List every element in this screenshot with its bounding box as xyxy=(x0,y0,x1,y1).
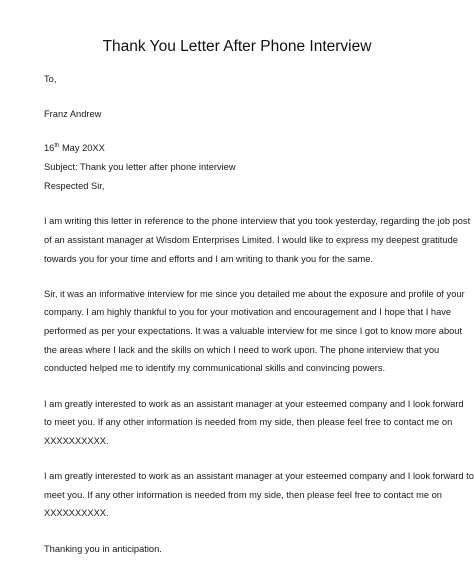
paragraph-1-line-2: of an assistant manager at Wisdom Enterprises Limited. I would like to express my deepest gratitude xyxy=(44,235,458,245)
paragraph-2-line-3: performed as per your expectations. It was a valuable interview for me since I got to know more about xyxy=(44,326,463,336)
paragraph-3-line-1: I am greatly interested to work as an assistant manager at your esteemed company and I look forward xyxy=(44,399,464,409)
date-suffix: th xyxy=(54,142,60,149)
date-rest: May 20XX xyxy=(59,143,105,153)
to-line: To, xyxy=(44,74,57,84)
paragraph-2-line-5: conducted helped me to identify my communicational skills and convincing powers. xyxy=(44,363,386,373)
paragraph-1-line-3: towards you for your time and efforts and I am writing to thank you for the same. xyxy=(44,254,373,264)
letter-date xyxy=(44,142,105,154)
paragraph-2-line-2: company. I am highly thankful to you for your motivation and encouragement and I hope that I have xyxy=(44,307,452,317)
paragraph-4-line-3: XXXXXXXXXX. xyxy=(44,508,109,518)
paragraph-3-line-3: XXXXXXXXXX. xyxy=(44,436,109,446)
letter-title: Thank You Letter After Phone Interview xyxy=(102,38,372,55)
date-day: 16 xyxy=(44,143,55,153)
subject-line: Subject: Thank you letter after phone interview xyxy=(44,162,236,172)
paragraph-4-line-2: meet you. If any other information is needed from my side, then please feel free to contact me on xyxy=(44,490,442,500)
paragraph-1-line-1: I am writing this letter in reference to the phone interview that you took yesterday, regarding the job post xyxy=(44,216,471,226)
recipient-name: Franz Andrew xyxy=(44,109,102,119)
paragraph-2-line-4: the areas where I lack and the skills on which I need to work upon. The phone interview that you xyxy=(44,345,440,355)
paragraph-2-line-1: Sir, it was an informative interview for me since you detailed me about the exposure and profile of your xyxy=(44,289,465,299)
salutation: Respected Sir, xyxy=(44,181,105,191)
paragraph-4-line-1: I am greatly interested to work as an assistant manager at your esteemed company and I look forward to xyxy=(44,471,474,481)
paragraph-3-line-2: to meet you. If any other information is needed from my side, then please feel free to contact me on xyxy=(44,417,453,427)
closing-line: Thanking you in anticipation. xyxy=(44,544,162,554)
